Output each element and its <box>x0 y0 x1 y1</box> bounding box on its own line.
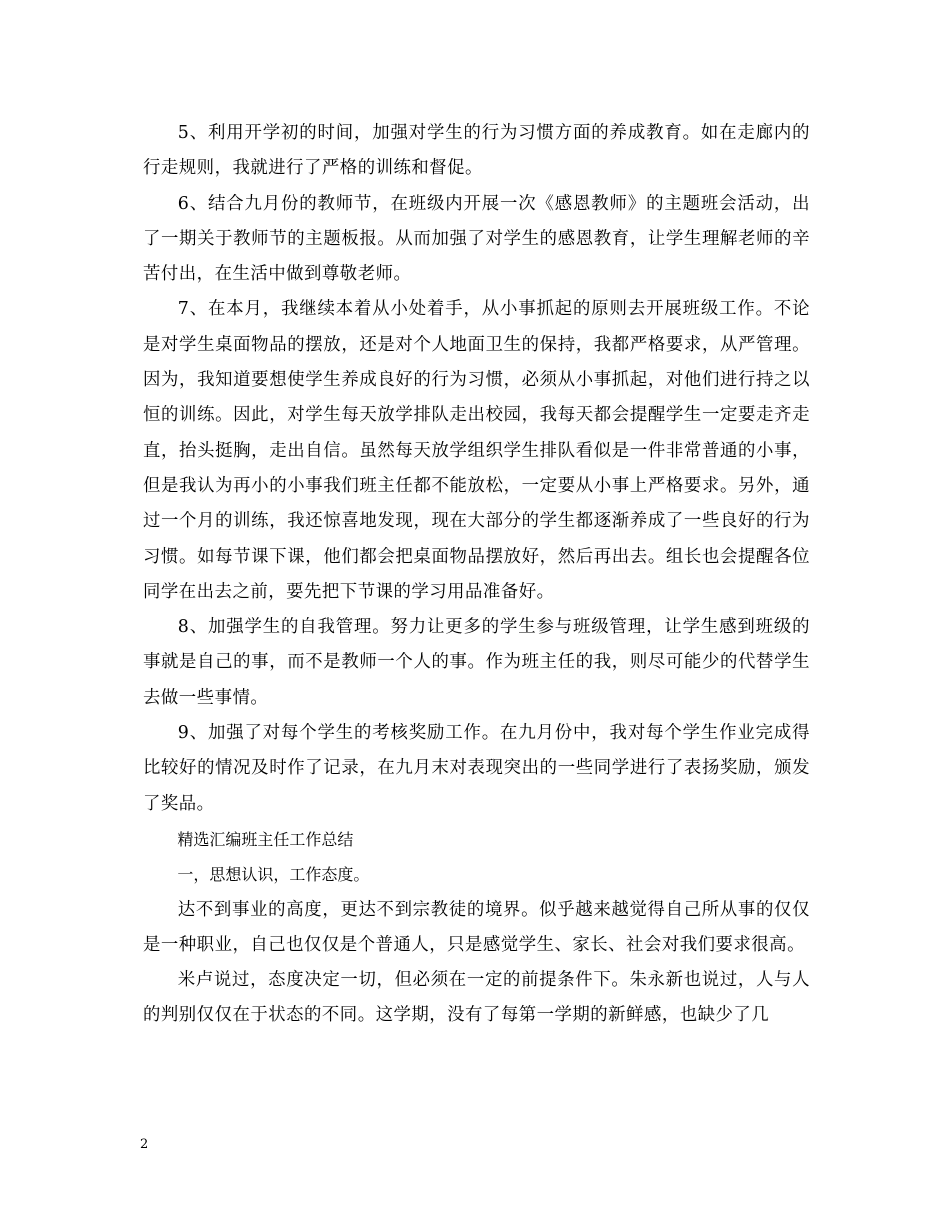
paragraph-item-6: 6、结合九月份的教师节，在班级内开展一次《感恩教师》的主题班会活动，出了一期关于教师节的主题板报。从而加强了对学生的感恩教育，让学生理解老师的辛苦付出，在生活中做到尊敬老师。 <box>143 193 810 285</box>
paragraph-item-9: 9、加强了对每个学生的考核奖励工作。在九月份中，我对每个学生作业完成得比较好的情况及时作了记录，在九月末对表现突出的一些同学进行了表扬奖励，颁发了奖品。 <box>143 723 810 814</box>
paragraph-item-7: 7、在本月，我继续本着从小处着手，从小事抓起的原则去开展班级工作。不论是对学生桌面物品的摆放，还是对个人地面卫生的保持，我都严格要求，从严管理。因为，我知道要想使学生养成良好的行为习惯，必须从小事抓起，对他们进行持之以恒的训练。因此，对学生每天放学排队走出校园，我每天都会提醒学生一定要走齐走直，抬头挺胸，走出自信。虽然每天放学组织学生排队看似是一件非常普通的小事，但是我认为再小的小事我们班主任都不能放松，一定要从小事上严格要求。另外，通过一个月的训练，我还惊喜地发现，现在大部分的学生都逐渐养成了一些良好的行为习惯。如每节课下课，他们都会把桌面物品摆放好，然后再出去。组长也会提醒各位同学在出去之前，要先把下节课的学习用品准备好。 <box>143 299 810 602</box>
document-body <box>143 116 810 1034</box>
section-title: 精选汇编班主任工作总结 <box>177 829 354 849</box>
section-subtitle: 一，思想认识，工作态度。 <box>177 865 370 885</box>
paragraph-milu-quote: 米卢说过，态度决定一切，但必须在一定的前提条件下。朱永新也说过，人与人的判别仅仅在于状态的不同。这学期，没有了每第一学期的新鲜感，也缺少了几 <box>143 970 810 1026</box>
paragraph-item-8: 8、加强学生的自我管理。努力让更多的学生参与班级管理，让学生感到班级的事就是自己的事，而不是教师一个人的事。作为班主任的我，则尽可能少的代替学生去做一些事情。 <box>143 617 810 708</box>
paragraph-item-5: 5、利用开学初的时间，加强对学生的行为习惯方面的养成教育。如在走廊内的行走规则，我就进行了严格的训练和督促。 <box>143 123 810 179</box>
paragraph-attitude: 达不到事业的高度，更达不到宗教徒的境界。似乎越来越觉得自己所从事的仅仅是一种职业，自己也仅仅是个普通人，只是感觉学生、家长、社会对我们要求很高。 <box>143 899 810 955</box>
page-number: 2 <box>140 1137 149 1152</box>
